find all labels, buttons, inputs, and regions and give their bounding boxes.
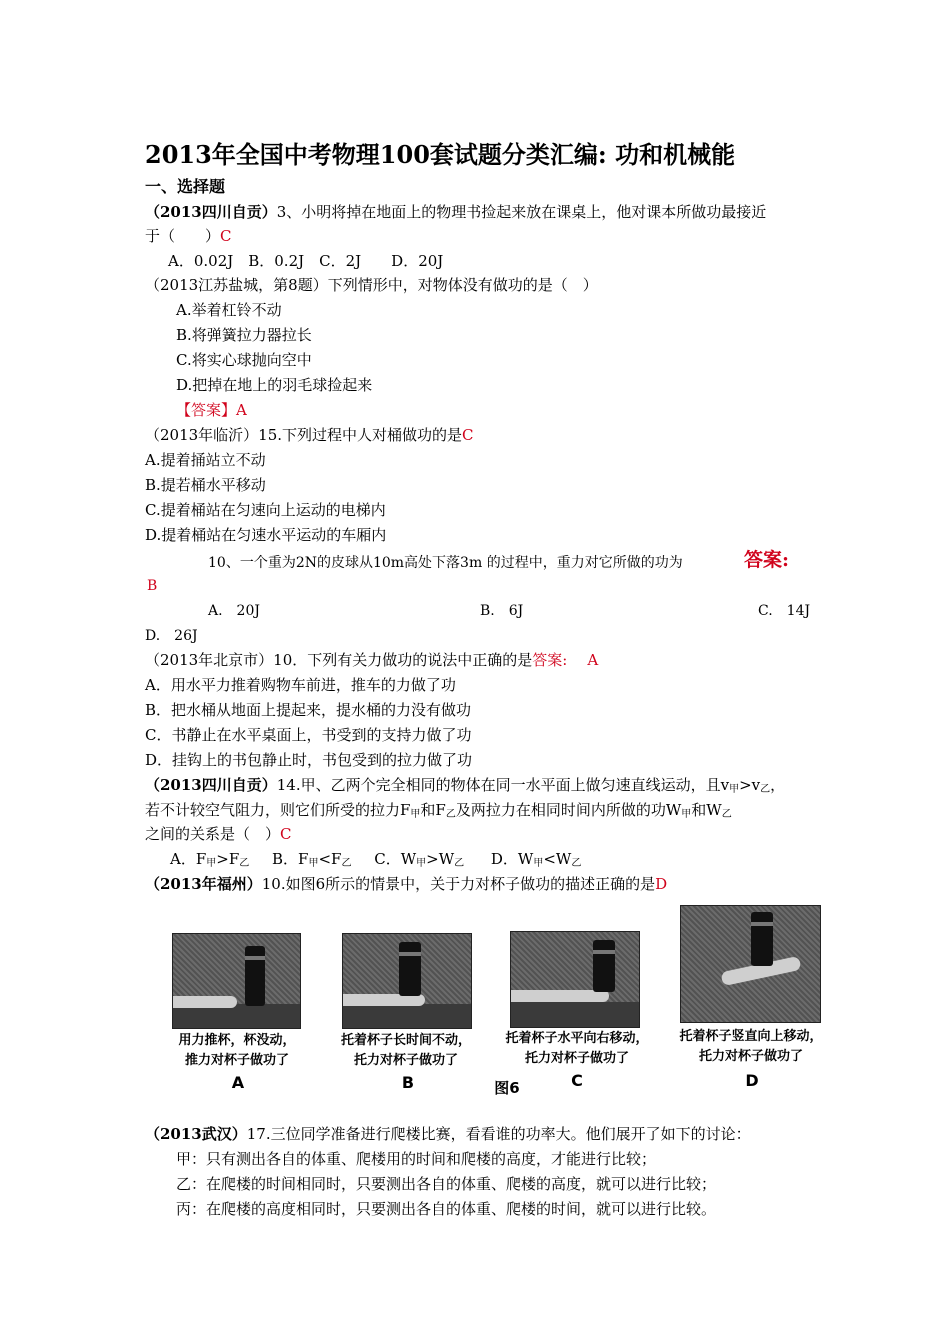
question-1-options: A．0.02J B．0.2J C．2J D．20J — [168, 252, 444, 270]
statement-bing: 丙：在爬楼的高度相同时，只要测出各自的体重、爬楼的时间，就可以进行比较。 — [176, 1200, 717, 1218]
option-d: <W — [543, 850, 572, 868]
caption-line: 托着杯子竖直向上移动， — [679, 1029, 823, 1044]
option-c: >W — [426, 850, 455, 868]
option-b: B．F — [272, 850, 309, 868]
option-a: >F — [216, 850, 240, 868]
subscript: 乙 — [445, 809, 456, 820]
answer-line — [176, 400, 247, 420]
cup-image — [399, 942, 421, 996]
subscript: 甲 — [729, 784, 740, 795]
question-text: 14.甲、乙两个完全相同的物体在同一水平面上做匀速直线运动，且v — [276, 776, 730, 794]
answer: B — [147, 578, 158, 594]
subscript: 甲 — [308, 858, 319, 869]
question-2-text: （2013江苏盐城，第8题）下列情形中，对物体没有做功的是（ ） — [145, 276, 598, 294]
subscript: 乙 — [760, 784, 771, 795]
question-source: （2013四川自贡） — [145, 203, 277, 221]
statement-yi: 乙：在爬楼的时间相同时，只要测出各自的体重、爬楼的高度，就可以进行比较； — [176, 1175, 717, 1193]
question-source: （2013四川自贡） — [145, 776, 277, 794]
question-text: 及两拉力在相同时间内所做的功W — [455, 801, 682, 819]
option-a: A．用水平力推着购物车前进，推车的力做了功 — [145, 676, 456, 694]
caption-line: 托力对杯子做功了 — [353, 1053, 458, 1068]
question-4-text: 10、一个重为2N的皮球从10m高处下落3m 的过程中，重力对它所做的功为 — [208, 555, 683, 571]
question-text: 和F — [420, 801, 446, 819]
subscript: 甲 — [681, 809, 692, 820]
question-6-line3 — [145, 824, 292, 844]
cup-image — [245, 946, 265, 1006]
photo-d — [680, 905, 821, 1023]
question-7-text — [145, 874, 667, 894]
caption-line: 托着杯子水平向右移动， — [505, 1031, 649, 1046]
question-5-text — [145, 650, 598, 670]
panel-letter-d: D — [745, 1071, 759, 1090]
photo-a — [172, 933, 301, 1029]
subscript: 乙 — [721, 809, 732, 820]
question-text: ， — [770, 776, 786, 794]
question-1-line1 — [145, 202, 766, 222]
option-b: <F — [318, 850, 342, 868]
answer: A — [587, 651, 599, 669]
answer-label: 【答案】 — [176, 401, 237, 419]
table-surface — [343, 1004, 471, 1028]
option-c: C.将实心球抛向空中 — [176, 351, 312, 369]
answer-label: 答案: — [532, 651, 568, 669]
option-a: A. 20J — [208, 603, 260, 619]
answer: D — [655, 875, 668, 893]
statement-jia: 甲：只有测出各自的体重、爬楼用的时间和爬楼的高度，才能进行比较； — [176, 1150, 657, 1168]
option-c: C．W — [374, 850, 417, 868]
question-8-text — [145, 1124, 751, 1144]
question-text: （2013年临沂）15.下列过程中人对桶做功的是 — [145, 426, 463, 444]
option-d: D.把掉在地上的羽毛球捡起来 — [176, 376, 373, 394]
subscript: 甲 — [410, 809, 421, 820]
question-text: （2013年北京市）10．下列有关力做功的说法中正确的是 — [145, 651, 533, 669]
subscript: 甲 — [416, 858, 427, 869]
question-text: 之间的关系是（ ） — [145, 825, 281, 843]
question-6-options — [170, 849, 581, 874]
panel-letter-c: C — [571, 1071, 583, 1090]
subscript: 乙 — [454, 858, 465, 869]
panel-letter-a: A — [231, 1073, 245, 1092]
question-3-text — [145, 425, 474, 445]
question-text: 和W — [691, 801, 722, 819]
cup-image — [751, 912, 773, 966]
question-text: 若不计较空气阻力，则它们所受的拉力F — [145, 801, 411, 819]
panel-letter-b: B — [401, 1073, 415, 1092]
photo-c — [510, 931, 640, 1028]
answer: C — [280, 825, 292, 843]
caption-b — [330, 1031, 482, 1071]
question-text: 17.三位同学准备进行爬楼比赛，看看谁的功率大。他们展开了如下的讨论： — [246, 1125, 751, 1143]
page-title: 2013年全国中考物理100套试题分类汇编: 功和机械能 — [145, 140, 736, 169]
subscript: 乙 — [239, 858, 250, 869]
subscript: 乙 — [571, 858, 582, 869]
question-text: 3、小明将掉在地面上的物理书捡起来放在课桌上，他对课本所做功最接近 — [276, 203, 767, 221]
option-b: B.提若桶水平移动 — [145, 476, 266, 494]
question-6-line2 — [145, 800, 732, 825]
option-a: A.提着捅站立不动 — [145, 451, 266, 469]
caption-line: 推力对杯子做功了 — [184, 1053, 289, 1068]
figure-6 — [170, 905, 830, 1105]
caption-line: 托力对杯子做功了 — [698, 1049, 803, 1064]
table-surface — [511, 1002, 639, 1027]
hand-image — [172, 996, 237, 1008]
option-d: D．W — [490, 850, 534, 868]
option-d: D．挂钩上的书包静止时，书包受到的拉力做了功 — [145, 751, 473, 769]
answer-label: 答案: — [744, 549, 790, 571]
question-text: 于（ ） — [145, 227, 221, 245]
subscript: 甲 — [206, 858, 217, 869]
caption-line: 托着杯子长时间不动， — [340, 1033, 471, 1048]
question-1-line2 — [145, 226, 232, 246]
answer: C — [462, 426, 474, 444]
caption-line: 用力推杯，杯没动， — [178, 1033, 296, 1048]
option-b: B. 6J — [480, 603, 524, 619]
option-c: C.提着桶站在匀速向上运动的电梯内 — [145, 501, 386, 519]
section-heading: 一、选择题 — [145, 177, 226, 196]
option-a: A.举着杠铃不动 — [176, 301, 282, 319]
caption-c — [494, 1029, 660, 1069]
question-text: >v — [739, 776, 761, 794]
question-text: 10.如图6所示的情景中，关于力对杯子做功的描述正确的是 — [261, 875, 656, 893]
question-source: （2013武汉） — [145, 1125, 247, 1143]
cup-image — [593, 940, 615, 992]
option-b: B.将弹簧拉力器拉长 — [176, 326, 312, 344]
option-d: D. 26J — [145, 628, 198, 644]
option-b: B．把水桶从地面上提起来，提水桶的力没有做功 — [145, 701, 472, 719]
caption-line: 托力对杯子做功了 — [524, 1051, 629, 1066]
caption-d — [668, 1027, 834, 1067]
option-c: C. 14J — [758, 603, 811, 619]
figure-label: 图6 — [494, 1079, 520, 1097]
option-d: D.提着桶站在匀速水平运动的车厢内 — [145, 526, 387, 544]
caption-a — [170, 1031, 304, 1071]
question-6-line1 — [145, 775, 785, 800]
subscript: 甲 — [533, 858, 544, 869]
photo-b — [342, 933, 472, 1029]
subscript: 乙 — [341, 858, 352, 869]
option-c: C．书静止在水平桌面上，书受到的支持力做了功 — [145, 726, 472, 744]
option-a: A．F — [170, 850, 207, 868]
answer: C — [220, 227, 232, 245]
answer: A — [236, 401, 247, 419]
question-source: （2013年福州） — [145, 875, 262, 893]
